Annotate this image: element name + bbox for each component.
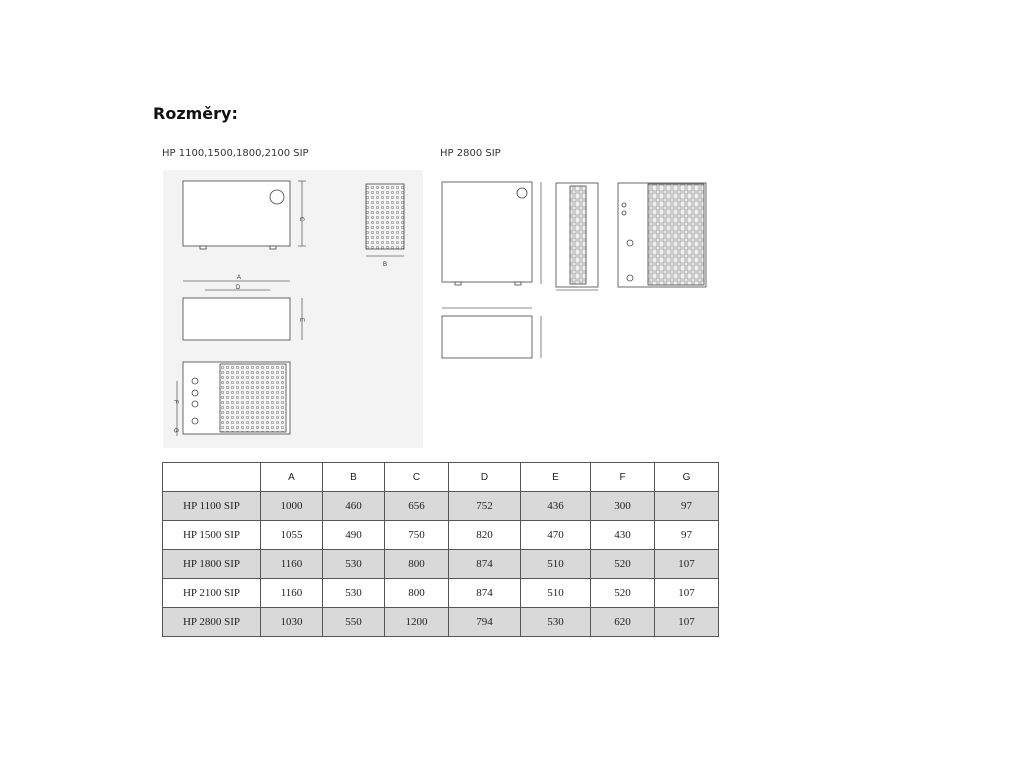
side-view-small — [366, 184, 404, 256]
value-cell: 1160 — [261, 579, 323, 608]
header-cell-c: C — [385, 463, 449, 492]
header-cell-f: F — [591, 463, 655, 492]
value-cell: 530 — [521, 608, 591, 637]
model-cell: HP 1500 SIP — [163, 521, 261, 550]
value-cell: 97 — [655, 521, 719, 550]
value-cell: 752 — [449, 492, 521, 521]
table-header-row — [163, 463, 719, 492]
dim-b-label: B — [383, 262, 388, 268]
side-view-hp2800 — [556, 183, 598, 290]
front-view-small — [183, 181, 306, 249]
value-cell: 550 — [323, 608, 385, 637]
value-cell: 107 — [655, 579, 719, 608]
model-cell: HP 2800 SIP — [163, 608, 261, 637]
header-cell-b: B — [323, 463, 385, 492]
caption-small-models: HP 1100,1500,1800,2100 SIP — [162, 148, 309, 159]
dim-e-label: E — [298, 318, 304, 323]
value-cell: 620 — [591, 608, 655, 637]
value-cell: 656 — [385, 492, 449, 521]
table-row — [163, 550, 719, 579]
value-cell: 874 — [449, 579, 521, 608]
value-cell: 300 — [591, 492, 655, 521]
value-cell: 470 — [521, 521, 591, 550]
value-cell: 520 — [591, 579, 655, 608]
table-row — [163, 579, 719, 608]
table-row — [163, 521, 719, 550]
value-cell: 800 — [385, 579, 449, 608]
value-cell: 510 — [521, 550, 591, 579]
dimensions-table — [162, 462, 719, 637]
table-row — [163, 492, 719, 521]
rear-view-small — [177, 362, 290, 436]
model-cell: HP 1800 SIP — [163, 550, 261, 579]
value-cell: 107 — [655, 550, 719, 579]
header-cell-e: E — [521, 463, 591, 492]
value-cell: 530 — [323, 579, 385, 608]
header-cell-g: G — [655, 463, 719, 492]
value-cell: 530 — [323, 550, 385, 579]
value-cell: 1000 — [261, 492, 323, 521]
value-cell: 490 — [323, 521, 385, 550]
value-cell: 460 — [323, 492, 385, 521]
header-cell-d: D — [449, 463, 521, 492]
value-cell: 1030 — [261, 608, 323, 637]
front-view-hp2800 — [442, 182, 541, 285]
dim-c-label: C — [298, 217, 304, 222]
value-cell: 800 — [385, 550, 449, 579]
value-cell: 820 — [449, 521, 521, 550]
dim-g-label: G — [172, 428, 178, 433]
value-cell: 874 — [449, 550, 521, 579]
caption-hp2800: HP 2800 SIP — [440, 148, 501, 159]
value-cell: 1055 — [261, 521, 323, 550]
value-cell: 97 — [655, 492, 719, 521]
page-heading: Rozměry: — [153, 104, 238, 123]
model-cell: HP 1100 SIP — [163, 492, 261, 521]
value-cell: 430 — [591, 521, 655, 550]
model-cell: HP 2100 SIP — [163, 579, 261, 608]
value-cell: 520 — [591, 550, 655, 579]
value-cell: 107 — [655, 608, 719, 637]
table-row — [163, 608, 719, 637]
value-cell: 436 — [521, 492, 591, 521]
value-cell: 794 — [449, 608, 521, 637]
value-cell: 750 — [385, 521, 449, 550]
rear-view-hp2800 — [618, 183, 706, 287]
dim-a-label: A — [237, 275, 242, 281]
dim-d-label: D — [236, 285, 241, 291]
top-view-hp2800 — [442, 308, 541, 358]
value-cell: 510 — [521, 579, 591, 608]
header-cell-empty — [163, 463, 261, 492]
dim-f-label: F — [172, 400, 178, 404]
value-cell: 1160 — [261, 550, 323, 579]
value-cell: 1200 — [385, 608, 449, 637]
header-cell-a: A — [261, 463, 323, 492]
